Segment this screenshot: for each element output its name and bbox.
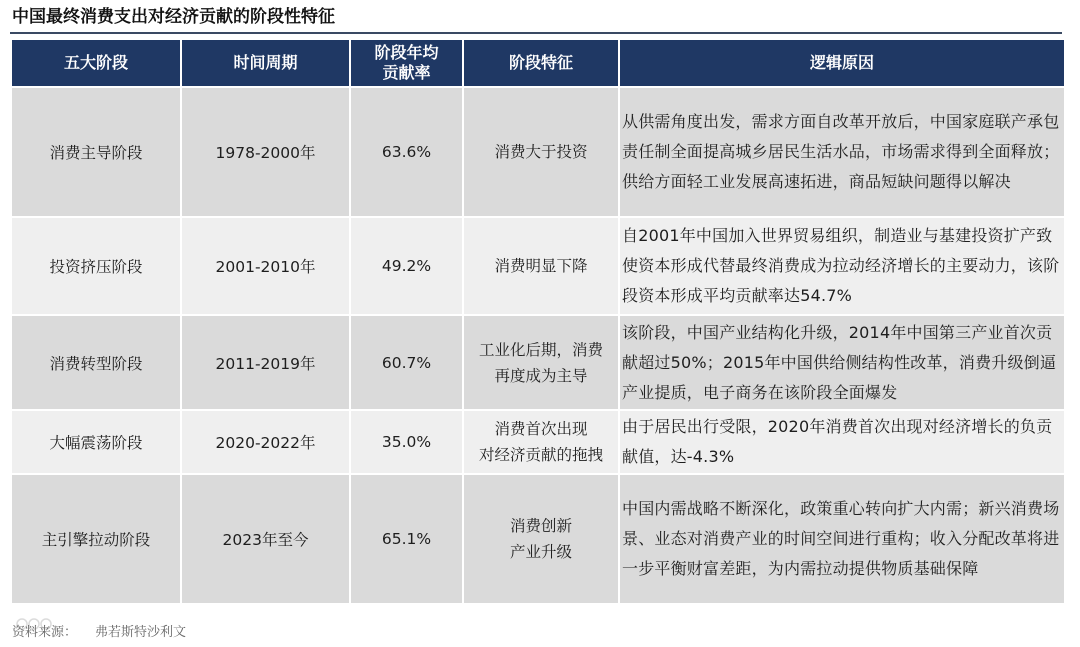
cell-period: 2023年至今: [182, 475, 349, 603]
cell-stage: 大幅震荡阶段: [12, 411, 180, 473]
table-row: [12, 218, 1064, 314]
cell-feature-line2: 再度成为主导: [494, 366, 588, 385]
cell-rate: 49.2%: [351, 218, 462, 314]
cell-period: 1978-2000年: [182, 88, 349, 216]
cell-period: 2020-2022年: [182, 411, 349, 473]
header-stage: 五大阶段: [12, 40, 180, 86]
cell-stage: 投资挤压阶段: [12, 218, 180, 314]
header-reason: 逻辑原因: [620, 40, 1064, 86]
cell-feature-line1: 工业化后期，消费: [478, 340, 603, 359]
cell-feature-line1: 消费首次出现: [494, 420, 588, 438]
table-row: [12, 88, 1064, 216]
header-rate-line1: 阶段年均: [374, 43, 439, 62]
cell-rate: 35.0%: [351, 411, 462, 473]
table-header-row: [12, 40, 1064, 86]
page-title: 中国最终消费支出对经济贡献的阶段性特征: [12, 7, 335, 27]
source-label: 资料来源：: [12, 625, 78, 640]
cell-rate: 65.1%: [351, 475, 462, 603]
cell-feature-line1: 消费大于投资: [494, 143, 588, 161]
table-row: [12, 316, 1064, 409]
cell-feature: [464, 88, 618, 216]
cell-feature: [464, 218, 618, 314]
cell-feature-line2: 产业升级: [509, 543, 572, 561]
cell-feature-line1: 消费创新: [509, 517, 572, 535]
cell-stage: 消费转型阶段: [12, 316, 180, 409]
cell-feature: [464, 411, 618, 473]
cell-feature: [464, 475, 618, 603]
cell-stage: 消费主导阶段: [12, 88, 180, 216]
cell-feature-line2: 对经济贡献的拖拽: [478, 446, 603, 464]
cell-feature-line1: 消费明显下降: [494, 257, 588, 275]
source-note: [12, 623, 186, 643]
table-row: [12, 411, 1064, 473]
cell-feature: [464, 316, 618, 409]
header-period: 时间周期: [182, 40, 349, 86]
cell-period: 2001-2010年: [182, 218, 349, 314]
cell-rate: 63.6%: [351, 88, 462, 216]
source-org: 弗若斯特沙利文: [95, 625, 187, 640]
title-divider: [10, 32, 1062, 34]
cell-period: 2011-2019年: [182, 316, 349, 409]
header-feature: 阶段特征: [464, 40, 618, 86]
cell-reason: 由于居民出行受限，2020年消费首次出现对经济增长的负贡献值，达-4.3%: [620, 411, 1064, 473]
header-rate-line2: 贡献率: [382, 63, 431, 82]
cell-stage: 主引擎拉动阶段: [12, 475, 180, 603]
stage-table: [10, 38, 1066, 605]
cell-rate: 60.7%: [351, 316, 462, 409]
cell-reason: 自2001年中国加入世界贸易组织，制造业与基建投资扩产致使资本形成代替最终消费成为拉动经济增长的主要动力，该阶段资本形成平均贡献率达54.7%: [620, 218, 1064, 314]
header-rate: [351, 40, 462, 86]
cell-reason: 中国内需战略不断深化，政策重心转向扩大内需；新兴消费场景、业态对消费产业的时间空间进行重构；收入分配改革将进一步平衡财富差距，为内需拉动提供物质基础保障: [620, 475, 1064, 603]
cell-reason: 从供需角度出发，需求方面自改革开放后，中国家庭联产承包责任制全面提高城乡居民生活水品，市场需求得到全面释放；供给方面轻工业发展高速拓进，商品短缺问题得以解决: [620, 88, 1064, 216]
cell-reason: 该阶段，中国产业结构化升级，2014年中国第三产业首次贡献超过50%；2015年中国供给侧结构性改革，消费升级倒逼产业提质，电子商务在该阶段全面爆发: [620, 316, 1064, 409]
table-row: [12, 475, 1064, 603]
